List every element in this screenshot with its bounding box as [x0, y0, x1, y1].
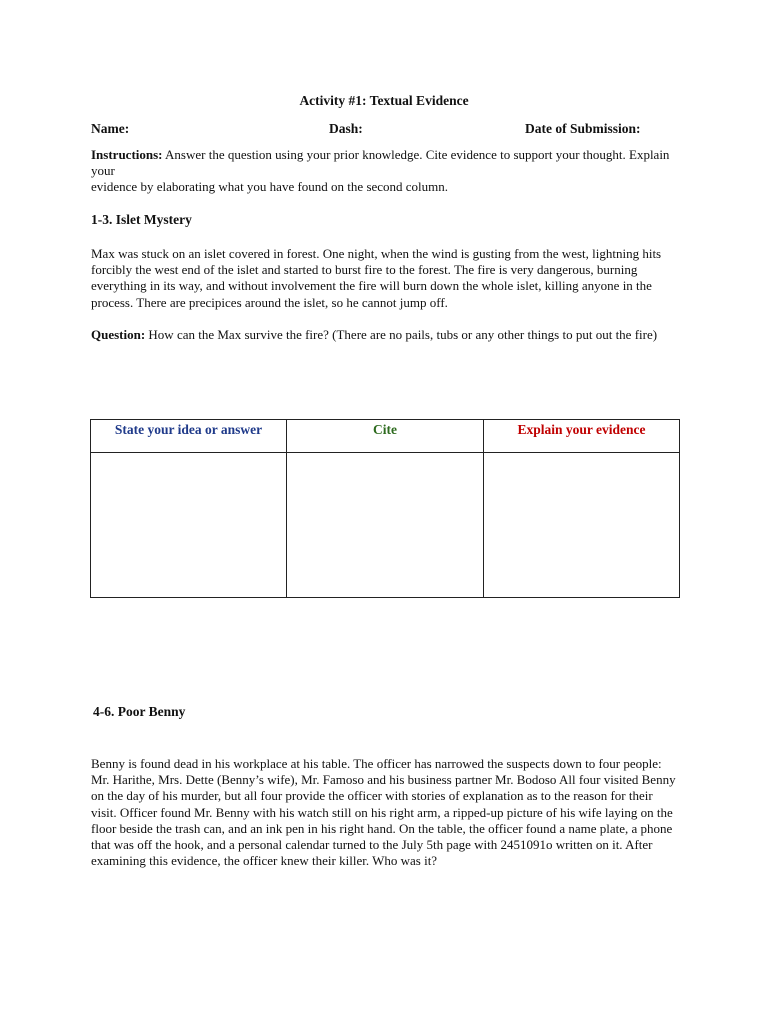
instructions-text-line2: evidence by elaborating what you have found on the second column. — [91, 179, 449, 195]
islet-mystery-passage: Max was stuck on an islet covered in forest. One night, when the wind is gusting from the west, lightning hits forcibly the west end of the islet and started to burst fire to the forest. The fire is very dangerous, burning everything in its way, and without involvement the fire will burn down the whole islet, killing anyone in the process. There are precipices around the islet, so he cannot jump off. — [91, 246, 662, 310]
poor-benny-passage: Benny is found dead in his workplace at his table. The officer has narrowed the suspects down to four people: Mr. Harithe, Mrs. Dette (Benny’s wife), Mr. Famoso and his business partner Mr. Bodoso All four visited Benny on the day of his murder, but all four provide the officer with stories of explanation as to the reason for their visit. Officer found Mr. Benny with his watch still on his right arm, a ripped-up picture of his wife laying on the floor beside the trash can, and an ink pen in his right hand. On the table, the officer found a name plate, a phone that was off the hook, and a personal calendar turned to the July 5th page with 2451091o written on it. After examining this evidence, the officer knew their killer. Who was it? — [91, 756, 676, 869]
islet-question — [91, 327, 681, 343]
question-text: How can the Max survive the fire? (There are no pails, tubs or any other things to put out the fire) — [145, 327, 658, 342]
name-label: Name: — [91, 121, 130, 136]
instructions — [91, 147, 681, 196]
cite-cell[interactable] — [287, 453, 484, 598]
table-header-row — [91, 420, 680, 453]
evidence-table — [90, 419, 680, 598]
table-row — [91, 453, 680, 598]
explain-cell[interactable] — [484, 453, 680, 598]
instructions-label: Instructions: — [91, 147, 163, 162]
header-state-idea: State your idea or answer — [91, 420, 287, 453]
answer-cell[interactable] — [91, 453, 287, 598]
instructions-text-line1: Answer the question using your prior knowledge. Cite evidence to support your thought. Explain your — [91, 147, 670, 179]
header-explain-evidence: Explain your evidence — [484, 420, 680, 453]
section-heading-poor-benny: 4-6. Poor Benny — [93, 704, 186, 719]
question-label: Question: — [91, 327, 146, 342]
section-heading-islet-mystery: 1-3. Islet Mystery — [91, 212, 192, 227]
instructions-line1 — [91, 147, 681, 179]
dash-label: Dash: — [329, 121, 363, 136]
header-cite: Cite — [287, 420, 484, 453]
page-title: Activity #1: Textual Evidence — [299, 93, 469, 108]
date-of-submission-label: Date of Submission: — [525, 121, 641, 136]
